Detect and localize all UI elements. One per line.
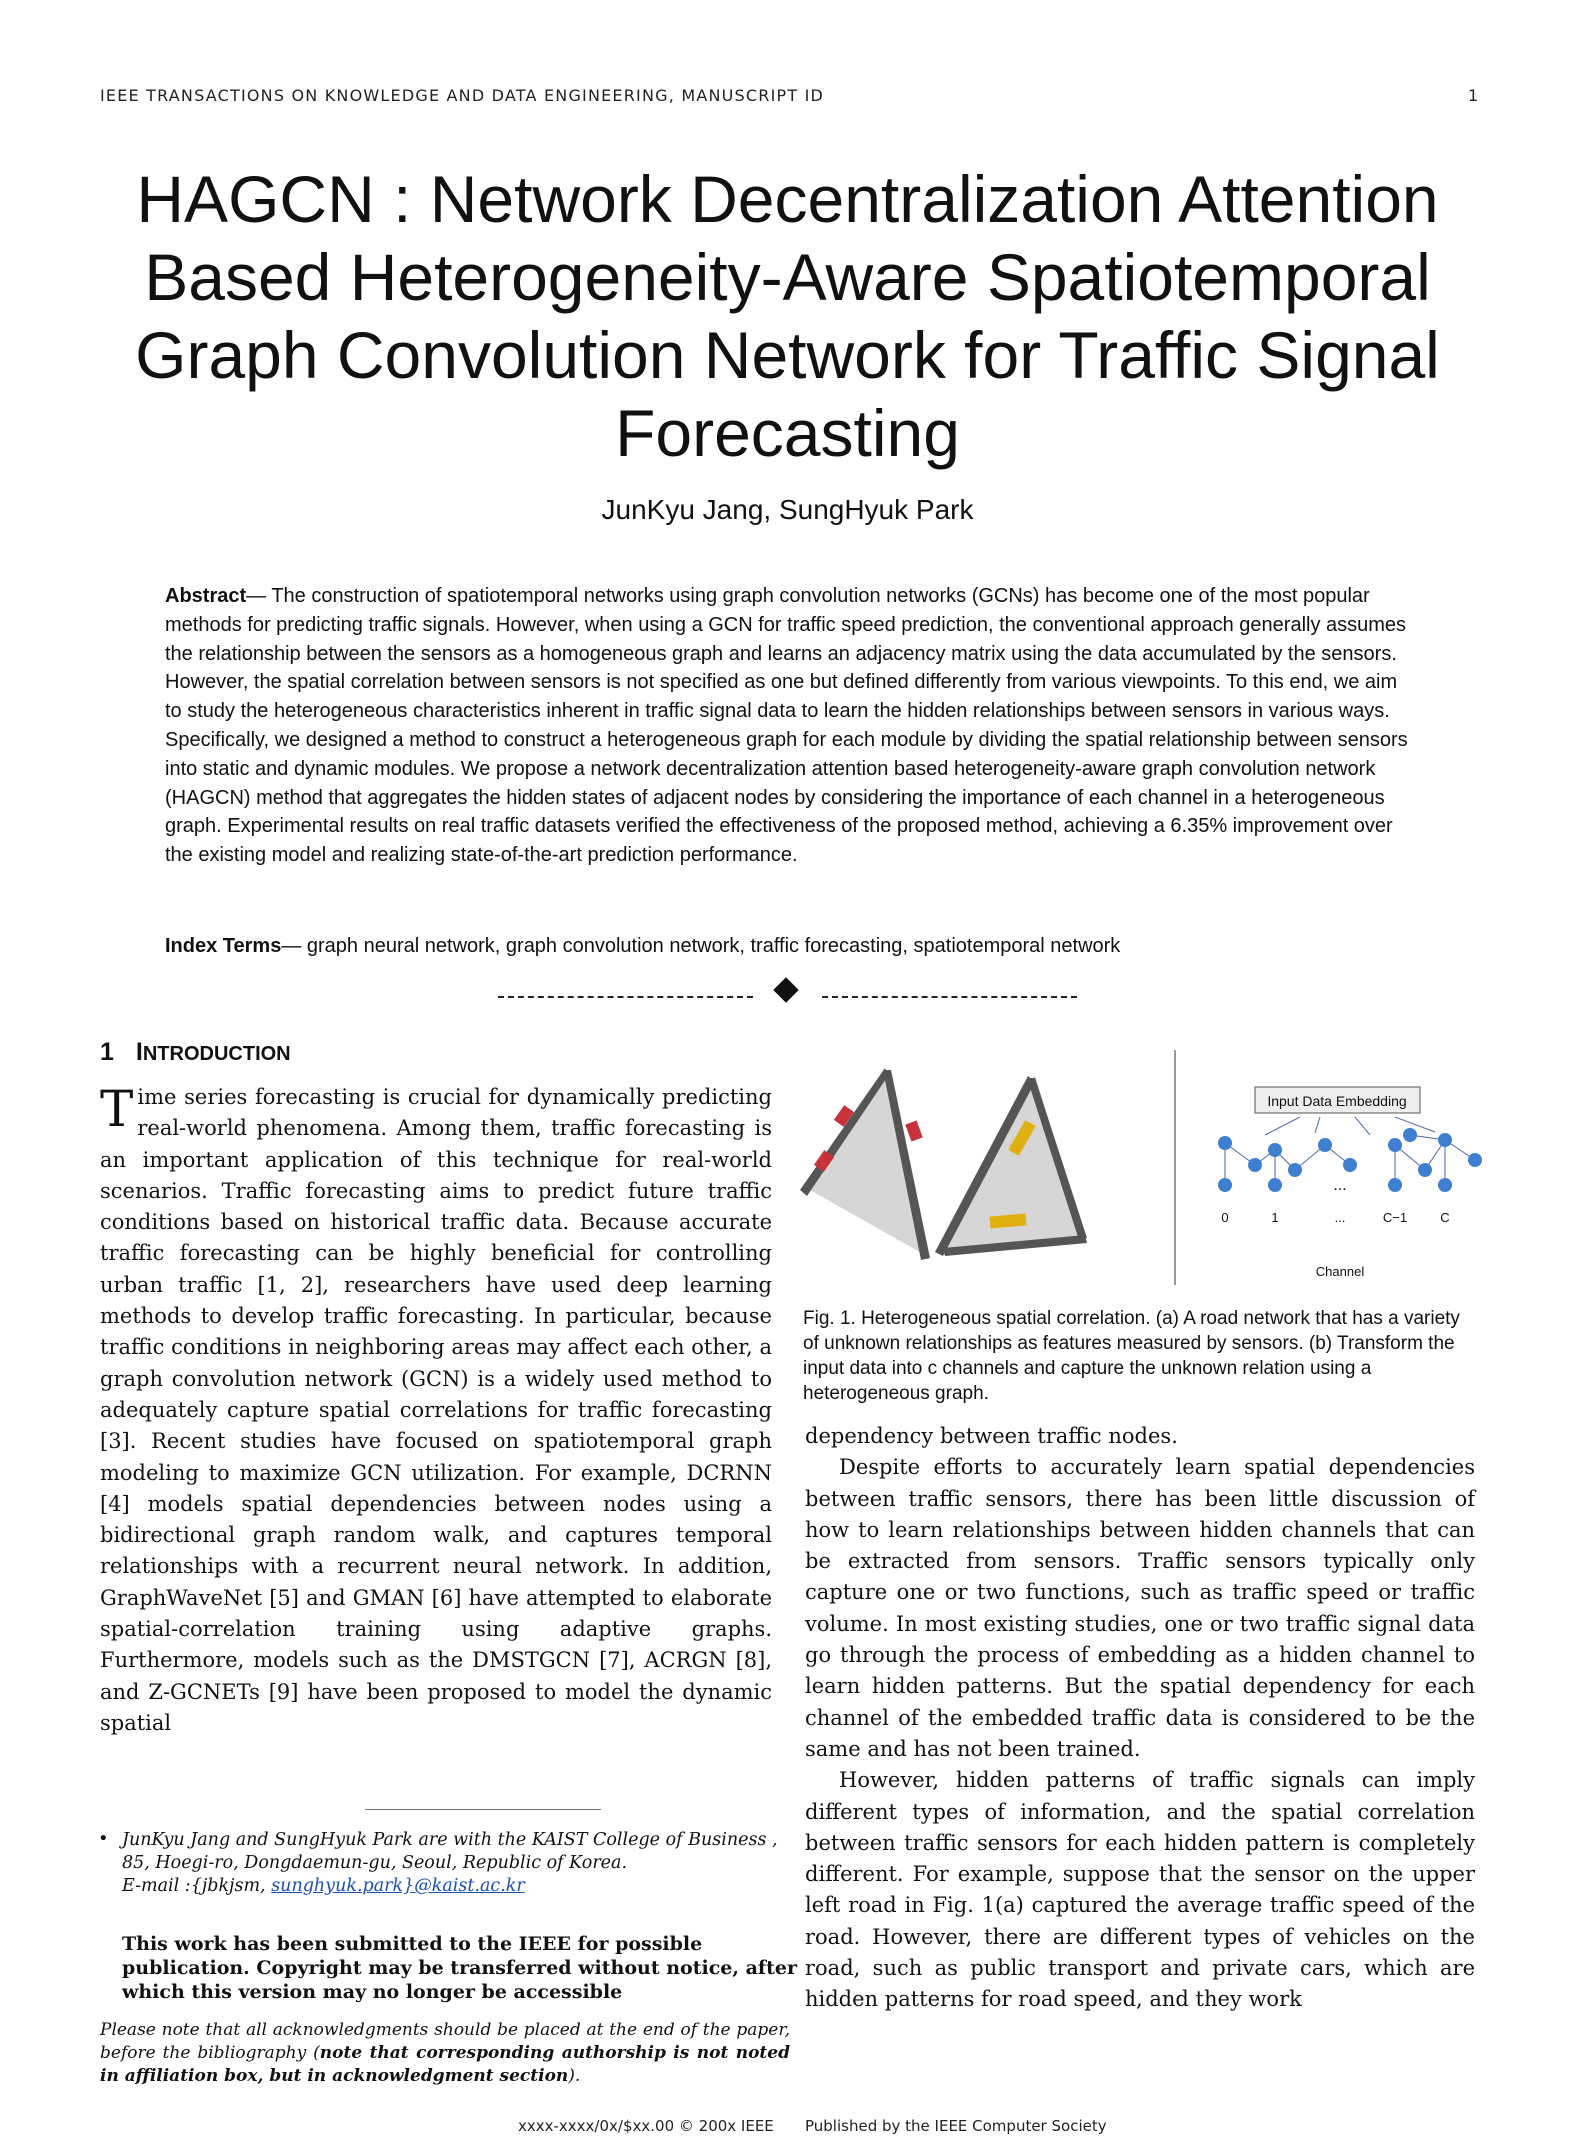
intro-left-text: ime series forecasting is crucial for dynamically predicting real-world phenomena. Among them, traffic forecasting is an important application of this technique for real-world scenarios. Traffic forecasting aims to predict future traffic conditions based on historical traffic data. Because accurate traffic forecasting can be highly beneficial for controlling urban traffic [1, 2], researchers have used deep learning methods to develop traffic forecasting. In particular, because traffic conditions in neighboring areas may affect each other, a graph convolution network (GCN) is a widely used method to adequately capture spatial correlations for traffic forecasting [3]. Recent studies have focused on spatiotemporal graph modeling to maximize GCN utilization. For example, DCRNN [4] models spatial dependencies between nodes using a bidirectional graph random walk, and captures temporal relationships with a recurrent neural network. In addition, GraphWaveNet [5] and GMAN [6] have attempted to elaborate spatial-correlation training using adaptive graphs. Furthermore, models such as the DMSTGCN [7], ACRGN [8], and Z-GCNETs [9] have been proposed to model the dynamic spatial [100, 1085, 772, 1735]
graph-edges [1225, 1117, 1475, 1185]
section-title-rest: NTRODUCTION [142, 1043, 291, 1065]
paragraph: Despite efforts to accurately learn spatial dependencies between traffic sensors, there has been little discussion of how to learn relationships between hidden channels that can be extracted from sensors. Traffic sensors typically only capture one or two functions, such as traffic speed or traffic volume. In most existing studies, one or two traffic signal data go through the process of embedding as a hidden channel to learn hidden patterns. But the spatial dependency for each channel of the embedded traffic data is considered to be the same and has not been trained. [805, 1455, 1475, 1761]
channel-label: 0 [1221, 1210, 1229, 1225]
index-terms-label: Index Terms [165, 935, 282, 957]
graph-node [1288, 1163, 1302, 1177]
paragraph: dependency between traffic nodes. [805, 1424, 1178, 1448]
email-prefix: E-mail :{jbkjsm, [122, 1876, 272, 1896]
graph-ellipsis: ... [1333, 1177, 1347, 1194]
channel-label: C [1440, 1210, 1450, 1225]
graph-node [1218, 1178, 1232, 1192]
footer-publisher: Published by the IEEE Computer Society [805, 2117, 1107, 2135]
channel-label: ... [1334, 1210, 1346, 1225]
graph-node [1218, 1136, 1232, 1150]
figure-1-caption: Fig. 1. Heterogeneous spatial correlation. (a) A road network that has a variety of unknown relationships as features measured by sensors. (b) Transform the input data into c channels and capture the unknown relation using a heterogeneous graph. [803, 1308, 1460, 1404]
title-line: Based Heterogeneity-Aware Spatiotemporal [144, 240, 1431, 314]
authors: JunKyu Jang, SungHyuk Park [601, 494, 974, 525]
paper-title [90, 160, 1485, 472]
graph-node [1418, 1163, 1432, 1177]
graph-node [1268, 1143, 1282, 1157]
journal-header: IEEE TRANSACTIONS ON KNOWLEDGE AND DATA ENGINEERING, MANUSCRIPT ID [100, 86, 825, 105]
abstract-label: Abstract [165, 585, 247, 607]
affiliation-footnote [122, 1829, 790, 1898]
graph-node [1388, 1138, 1402, 1152]
graph-nodes [1218, 1128, 1482, 1192]
footnote-rule [365, 1809, 601, 1810]
page-number: 1 [1468, 86, 1479, 105]
channel-label: C−1 [1382, 1210, 1408, 1225]
graph-node [1438, 1178, 1452, 1192]
road-network-illustration [800, 1068, 1087, 1260]
footer-copyright: xxxx-xxxx/0x/$xx.00 © 200x IEEE [518, 2117, 774, 2135]
channel-axis-label: Channel [1315, 1264, 1365, 1279]
index-terms-text: — graph neural network, graph convolution network, traffic forecasting, spatiotemporal network [281, 935, 1121, 957]
channel-label: 1 [1271, 1210, 1279, 1225]
separator-diamond-icon [773, 977, 798, 1002]
ack-text: Please note that all acknowledgments should be placed at the end of the paper, before the bibliography ( [100, 2020, 790, 2063]
index-terms [165, 932, 1410, 960]
footnote-bullet-icon: • [98, 1828, 109, 1849]
graph-node [1248, 1158, 1262, 1172]
acknowledgment-note [100, 2019, 790, 2088]
figure-1 [795, 1040, 1485, 1290]
intro-right-column [805, 1421, 1475, 2016]
abstract-text: — The construction of spatiotemporal networks using graph convolution networks (GCNs) has become one of the most popular methods for predicting traffic signals. However, when using a GCN for traffic speed prediction, the conventional approach generally assumes the relationship between the sensors as a homogeneous graph and learns an adjacency matrix using the data accumulated by the sensors. However, the spatial correlation between sensors is not specified as one but defined differently from various viewpoints. To this end, we aim to study the heterogeneous characteristics inherent in traffic signal data to learn the hidden relationships between sensors in various ways. Specifically, we designed a method to construct a heterogeneous graph for each module by dividing the spatial relationship between sensors into static and dynamic modules. We propose a network decentralization attention based heterogeneity-aware graph convolution network (HAGCN) method that aggregates the hidden states of adjacent nodes by considering the importance of each channel in a heterogeneous graph. Experimental results on real traffic datasets verified the effectiveness of the proposed method, achieving a 6.35% improvement over the existing model and realizing state-of-the-art prediction performance. [165, 585, 1408, 867]
graph-node [1438, 1133, 1452, 1147]
email-link[interactable]: sunghyuk.park}@kaist.ac.kr [271, 1876, 525, 1896]
abstract [165, 582, 1410, 870]
intro-left-column [100, 1082, 772, 1739]
section-number: 1 [100, 1038, 114, 1066]
graph-node [1403, 1128, 1417, 1142]
heterogeneous-graph-illustration [1218, 1087, 1482, 1279]
ack-bold: note that corresponding authorship is not noted in affiliation box, but in acknowledgment section [100, 2043, 790, 2086]
drop-cap: T [100, 1080, 134, 1138]
graph-node [1268, 1178, 1282, 1192]
section-heading [100, 1038, 291, 1067]
title-line: Forecasting [615, 396, 960, 470]
graph-edge [1395, 1117, 1435, 1132]
section-title-first: I [135, 1038, 143, 1066]
title-line: HAGCN : Network Decentralization Attention [136, 162, 1439, 236]
graph-node [1388, 1178, 1402, 1192]
separator-left [498, 996, 753, 998]
graph-edge [1265, 1117, 1300, 1135]
graph-edge [1355, 1117, 1370, 1135]
separator-right [822, 996, 1077, 998]
paragraph: However, hidden patterns of traffic signals can imply different types of information, and the spatial correlation between traffic sensors for each hidden pattern is completely different. For example, suppose that the sensor on the upper left road in Fig. 1(a) captured the average traffic speed of the road. However, there are different types of vehicles on the road, such as public transport and private cars, which are hidden patterns for road speed, and they work [805, 1768, 1475, 2012]
graph-node [1468, 1153, 1482, 1167]
graph-node [1343, 1158, 1357, 1172]
submission-notice: This work has been submitted to the IEEE for possible publication. Copyright may be transferred without notice, after which this version may no longer be accessible [122, 1933, 797, 2003]
graph-edge [1315, 1117, 1320, 1133]
graph-node [1318, 1138, 1332, 1152]
affiliation-text: JunKyu Jang and SungHyuk Park are with the KAIST College of Business , 85, Hoegi-ro, Dongdaemun-gu, Seoul, Republic of Korea. [122, 1830, 778, 1873]
ack-end: ). [568, 2066, 581, 2086]
title-line: Graph Convolution Network for Traffic Signal [135, 318, 1440, 392]
input-embedding-label: Input Data Embedding [1267, 1093, 1407, 1109]
car-icon [905, 1120, 922, 1141]
